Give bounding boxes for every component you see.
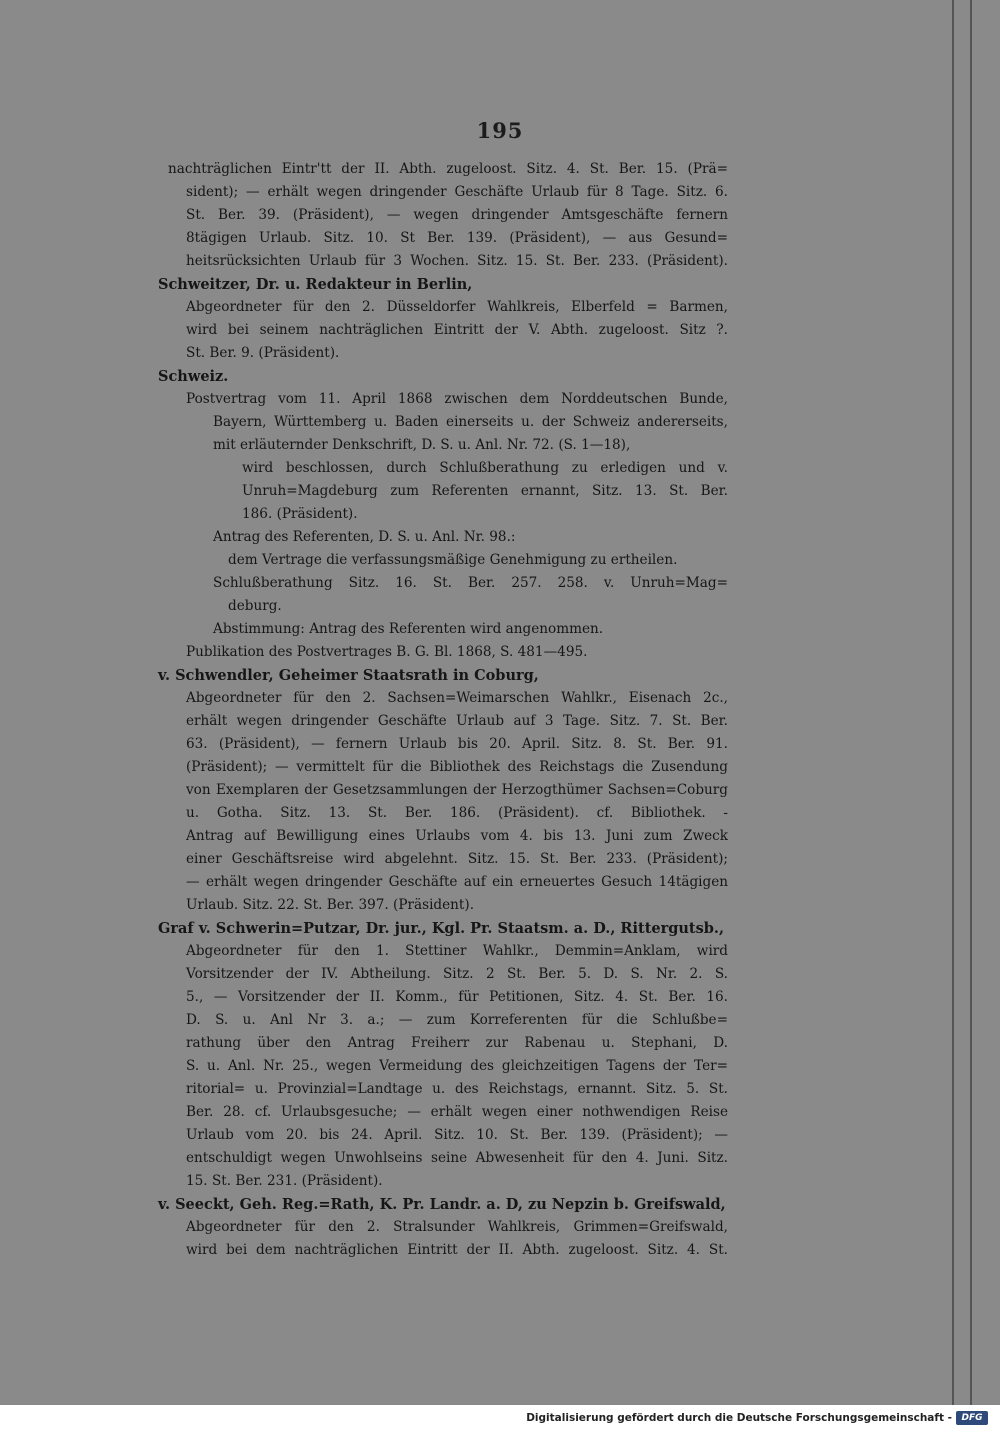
text-line: 63. (Präsident), — fernern Urlaub bis 20. April. Sitz. 8. St. Ber. 91. (186, 736, 728, 752)
entry-heading-line: Schweiz. (158, 368, 229, 385)
dfg-logo: DFG (956, 1411, 988, 1425)
index-text-block (158, 158, 728, 1262)
text-line: — erhält wegen dringender Geschäfte auf ein erneuertes Gesuch 14tägigen (186, 874, 728, 890)
text-line: Urlaub. Sitz. 22. St. Ber. 397. (Präsident). (186, 897, 475, 913)
page-edge-line (970, 0, 972, 1405)
text-line: St. Ber. 39. (Präsident), — wegen dringender Amtsgeschäfte fernern (186, 207, 728, 223)
text-line: u. Gotha. Sitz. 13. St. Ber. 186. (Präsident). cf. Bibliothek. - (186, 805, 728, 821)
text-line: 8tägigen Urlaub. Sitz. 10. St Ber. 139. (Präsident), — aus Gesund= (186, 230, 728, 246)
text-line: Antrag des Referenten, D. S. u. Anl. Nr. 98.: (213, 529, 516, 545)
text-line: Unruh=Magdeburg zum Referenten ernannt, Sitz. 13. St. Ber. (242, 483, 728, 499)
text-line: 5., — Vorsitzender der II. Komm., für Petitionen, Sitz. 4. St. Ber. 16. (186, 989, 728, 1005)
text-line: Abgeordneter für den 2. Düsseldorfer Wahlkreis, Elberfeld = Barmen, (186, 299, 728, 315)
text-line: S. u. Anl. Nr. 25., wegen Vermeidung des gleichzeitigen Tagens der Ter= (186, 1058, 728, 1074)
text-line: wird bei dem nachträglichen Eintritt der II. Abth. zugeloost. Sitz. 4. St. (186, 1242, 728, 1258)
text-line: wird bei seinem nachträglichen Eintritt der V. Abth. zugeloost. Sitz ?. (186, 322, 728, 338)
footer-bar (0, 1405, 1000, 1432)
page-number: 195 (476, 118, 524, 143)
entry-heading-line: Schweitzer, Dr. u. Redakteur in Berlin, (158, 276, 473, 293)
text-line: Antrag auf Bewilligung eines Urlaubs vom 4. bis 13. Juni zum Zweck (186, 828, 728, 844)
text-line: Vorsitzender der IV. Abtheilung. Sitz. 2 St. Ber. 5. D. S. Nr. 2. S. (186, 966, 728, 982)
text-line: D. S. u. Anl Nr 3. a.; — zum Korreferenten für die Schlußbe= (186, 1012, 728, 1028)
text-line: wird beschlossen, durch Schlußberathung zu erledigen und v. (242, 460, 728, 476)
text-line: Abgeordneter für den 1. Stettiner Wahlkr., Demmin=Anklam, wird (186, 943, 728, 959)
text-line: erhält wegen dringender Geschäfte Urlaub auf 3 Tage. Sitz. 7. St. Ber. (186, 713, 728, 729)
text-line: ritorial= u. Provinzial=Landtage u. des Reichstags, ernannt. Sitz. 5. St. (186, 1081, 728, 1097)
text-line: Abgeordneter für den 2. Sachsen=Weimarschen Wahlkr., Eisenach 2c., (186, 690, 728, 706)
page-edge-line (952, 0, 954, 1405)
text-line: 15. St. Ber. 231. (Präsident). (186, 1173, 383, 1189)
text-line: deburg. (228, 598, 282, 614)
entry-heading-line: v. Seeckt, Geh. Reg.=Rath, K. Pr. Landr. a. D, zu Nepzin b. Greifswald, (158, 1196, 726, 1213)
text-line: 186. (Präsident). (242, 506, 358, 522)
text-line: dem Vertrage die verfassungsmäßige Genehmigung zu ertheilen. (228, 552, 678, 568)
text-line: rathung über den Antrag Freiherr zur Rabenau u. Stephani, D. (186, 1035, 728, 1051)
text-line: heitsrücksichten Urlaub für 3 Wochen. Sitz. 15. St. Ber. 233. (Präsident). (186, 253, 728, 269)
text-line: mit erläuternder Denkschrift, D. S. u. Anl. Nr. 72. (S. 1—18), (213, 437, 631, 453)
text-line: Abstimmung: Antrag des Referenten wird angenommen. (213, 621, 604, 637)
text-line: von Exemplaren der Gesetzsammlungen der Herzogthümer Sachsen=Coburg (186, 782, 728, 798)
text-line: einer Geschäftsreise wird abgelehnt. Sitz. 15. St. Ber. 233. (Präsident); (186, 851, 728, 867)
text-line: entschuldigt wegen Unwohlseins seine Abwesenheit für den 4. Juni. Sitz. (186, 1150, 728, 1166)
text-line: Publikation des Postvertrages B. G. Bl. 1868, S. 481—495. (186, 644, 588, 660)
entry-heading-line: v. Schwendler, Geheimer Staatsrath in Coburg, (158, 667, 539, 684)
text-line: Urlaub vom 20. bis 24. April. Sitz. 10. St. Ber. 139. (Präsident); — (186, 1127, 728, 1143)
text-line: Schlußberathung Sitz. 16. St. Ber. 257. 258. v. Unruh=Mag= (213, 575, 728, 591)
text-line: St. Ber. 9. (Präsident). (186, 345, 340, 361)
text-line: Abgeordneter für den 2. Stralsunder Wahlkreis, Grimmen=Greifswald, (186, 1219, 728, 1235)
entry-heading-line: Graf v. Schwerin=Putzar, Dr. jur., Kgl. Pr. Staatsm. a. D., Rittergutsb., (158, 920, 725, 937)
text-line: Ber. 28. cf. Urlaubsgesuche; — erhält wegen einer nothwendigen Reise (186, 1104, 728, 1120)
footer-credit: Digitalisierung gefördert durch die Deutsche Forschungsgemeinschaft - (526, 1412, 952, 1424)
text-line: Postvertrag vom 11. April 1868 zwischen dem Norddeutschen Bunde, (186, 391, 728, 407)
text-line: sident); — erhält wegen dringender Geschäfte Urlaub für 8 Tage. Sitz. 6. (186, 184, 728, 200)
text-line: nachträglichen Eintr'tt der II. Abth. zugeloost. Sitz. 4. St. Ber. 15. (Prä= (168, 161, 728, 177)
text-line: Bayern, Württemberg u. Baden einerseits u. der Schweiz andererseits, (213, 414, 728, 430)
text-line: (Präsident); — vermittelt für die Bibliothek des Reichstags die Zusendung (186, 759, 728, 775)
